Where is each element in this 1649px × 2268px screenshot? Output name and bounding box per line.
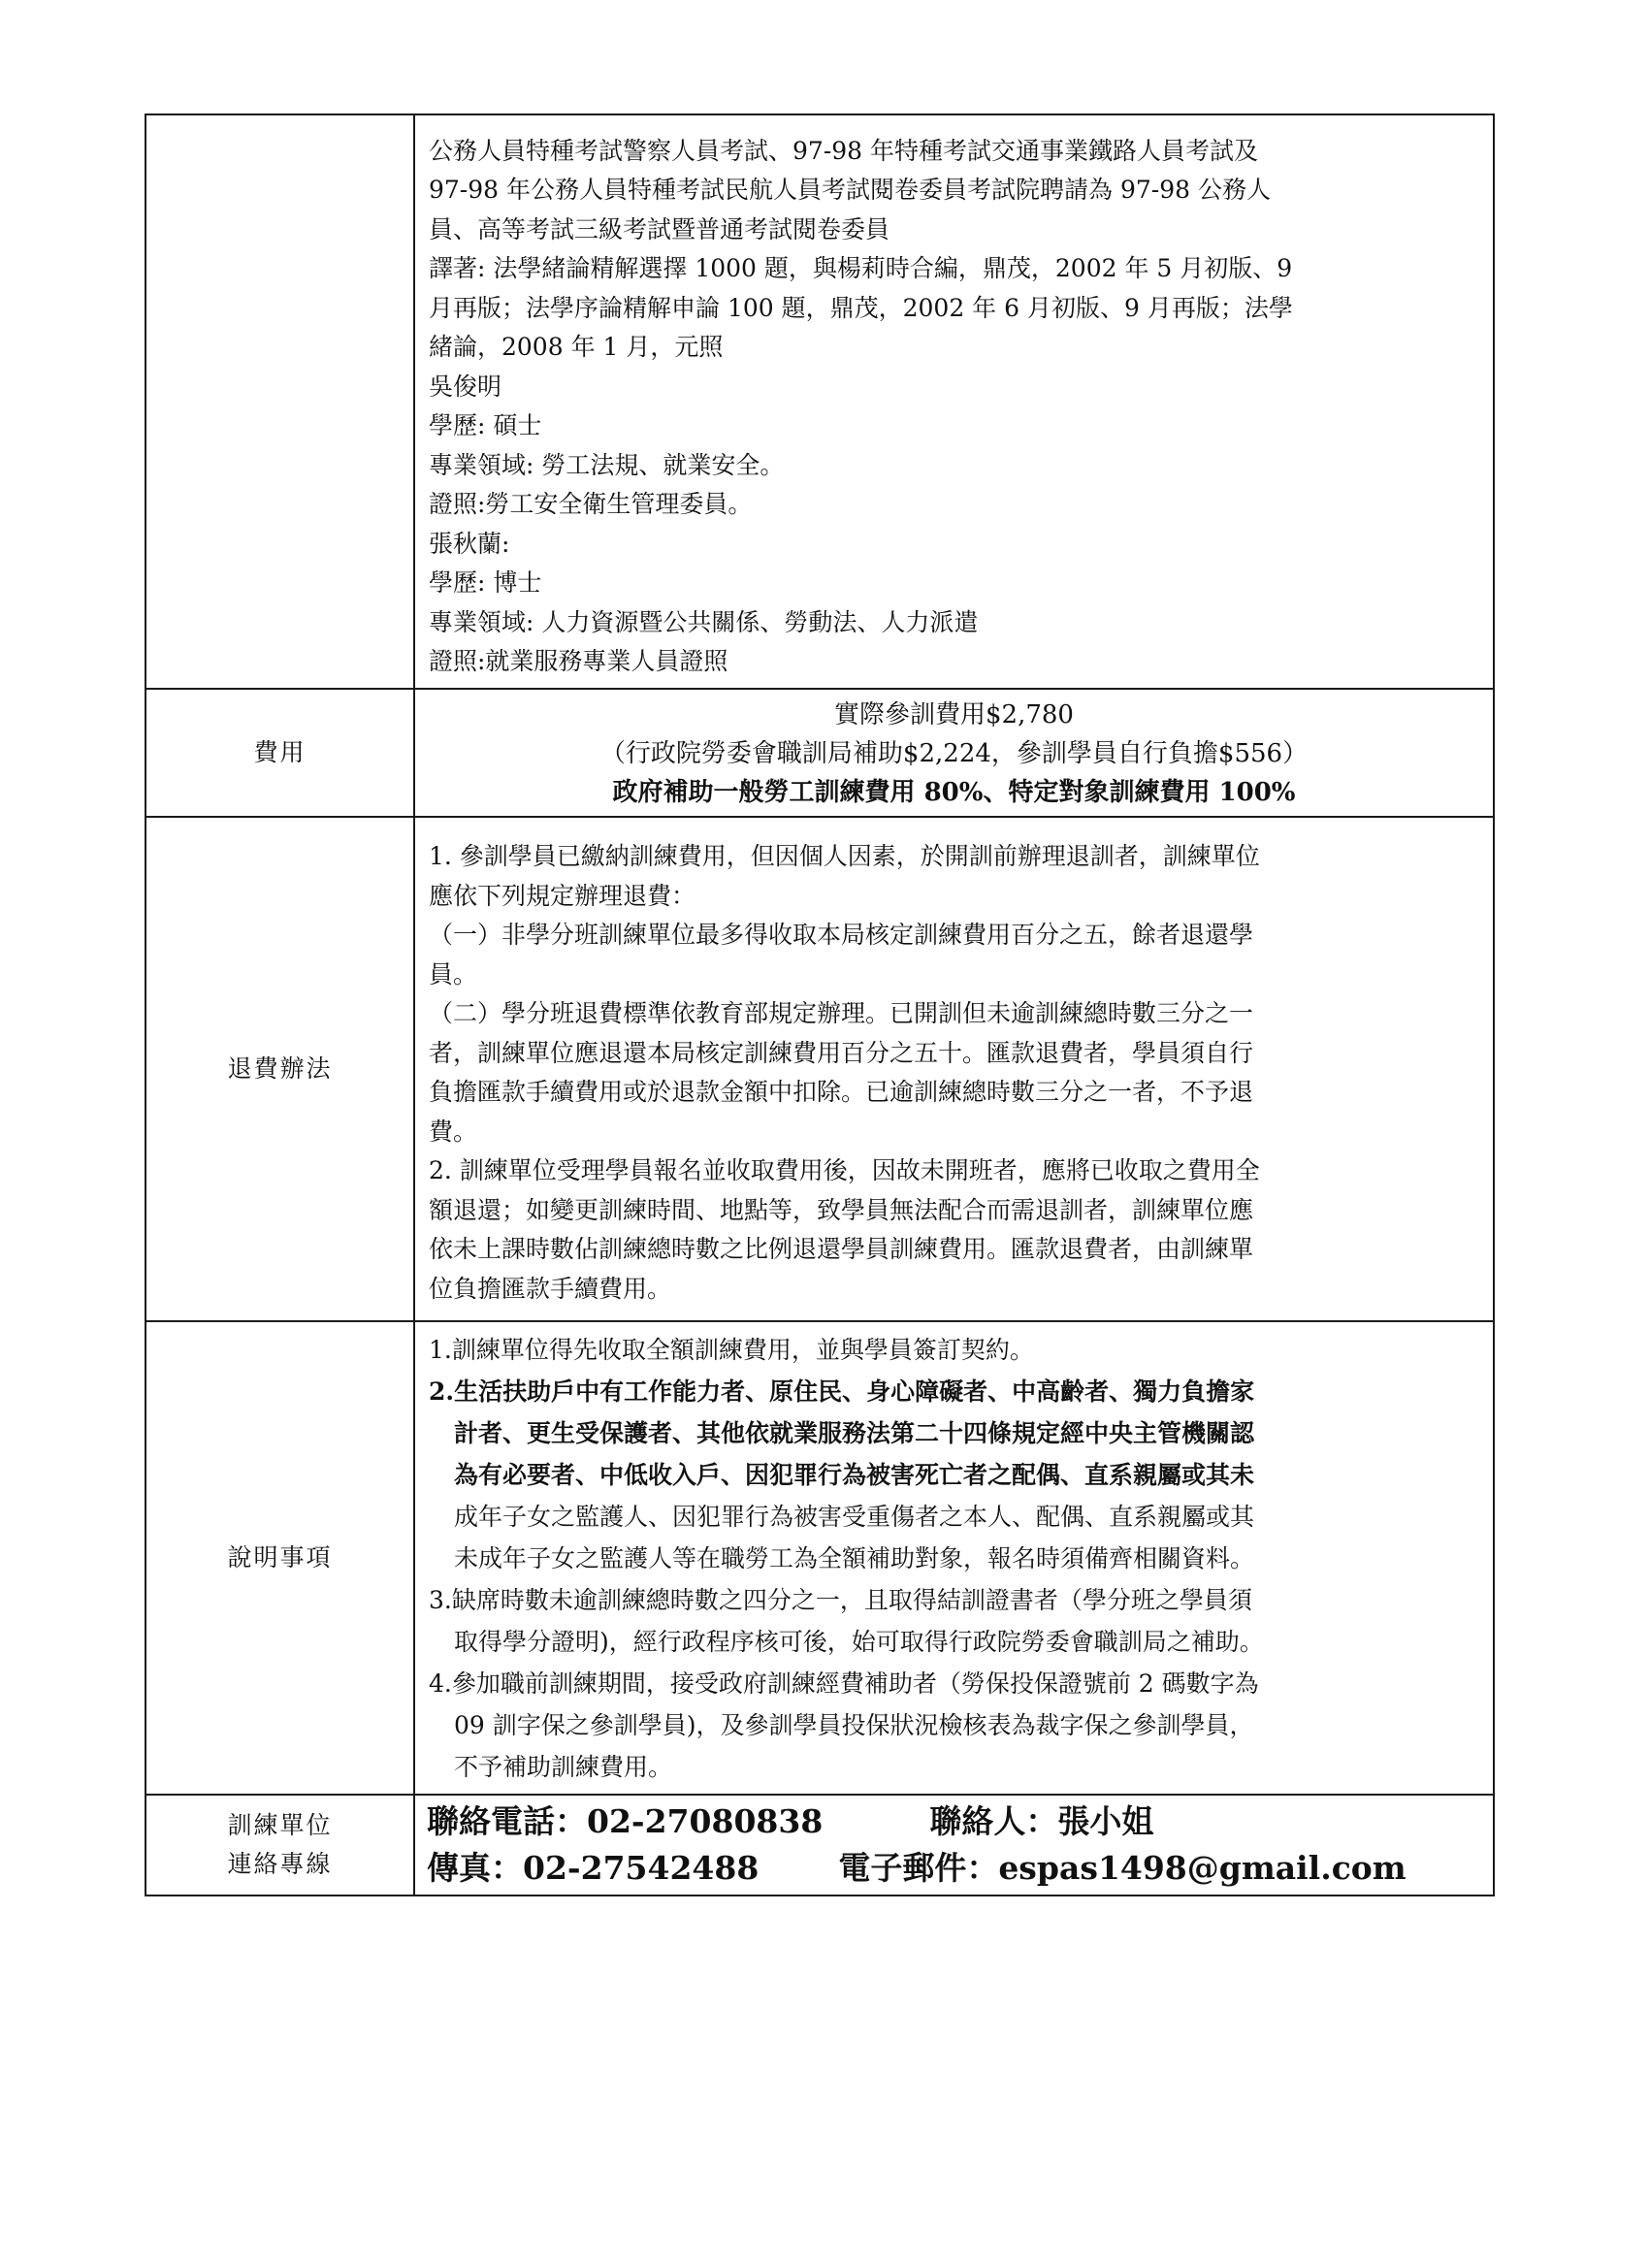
refund-line: 應依下列規定辦理退費： — [429, 881, 696, 910]
instructors-row — [146, 114, 1494, 689]
notes-content — [414, 1321, 1494, 1795]
instructor-line: 譯著: 法學緒論精解選擇 1000 題，與楊莉時合編，鼎茂，2002 年 5 月初版、9 — [429, 254, 1293, 282]
refund-label: 退費辦法 — [146, 817, 414, 1321]
refund-line: 1. 參訓學員已繳納訓練費用，但因個人因素，於開訓前辦理退訓者，訓練單位 — [429, 842, 1260, 870]
contact-label — [146, 1795, 414, 1895]
refund-line: 員。 — [429, 959, 478, 988]
instructor-line: 學歷: 碩士 — [429, 411, 542, 439]
instructor-line: 學歷: 博士 — [429, 568, 542, 597]
contact-fax: 傳真：02-27542488 — [427, 1849, 760, 1887]
fee-actual-cost: 實際參訓費用$2,780 — [834, 700, 1074, 729]
refund-line: 額退還；如變更訓練時間、地點等，致學員無法配合而需退訓者，訓練單位應 — [429, 1195, 1254, 1224]
refund-line: 位負擔匯款手續費用。 — [429, 1274, 672, 1303]
refund-line: 2. 訓練單位受理學員報名並收取費用後，因故未開班者，應將已收取之費用全 — [429, 1156, 1260, 1184]
refund-line: 負擔匯款手續費用或於退款金額中扣除。已逾訓練總時數三分之一者，不予退 — [429, 1078, 1254, 1106]
fee-content — [414, 689, 1494, 817]
fee-row — [146, 689, 1494, 817]
instructor-line: 證照:就業服務專業人員證照 — [429, 647, 728, 675]
notes-line: 4.參加職前訓練期間，接受政府訓練經費補助者（勞保投保證號前 2 碼數字為 — [429, 1669, 1259, 1698]
course-info-table — [145, 113, 1495, 1896]
instructors-content — [414, 114, 1494, 689]
contact-person: 聯絡人：張小姐 — [929, 1802, 1154, 1840]
contact-label-line1: 訓練單位 — [227, 1811, 333, 1839]
instructor-line: 張秋蘭: — [429, 529, 510, 558]
notes-line: 2.生活扶助戶中有工作能力者、原住民、身心障礙者、中高齡者、獨力負擔家 — [429, 1377, 1255, 1406]
fee-label: 費用 — [146, 689, 414, 817]
instructor-line: 證照:勞工安全衛生管理委員。 — [429, 490, 753, 518]
refund-line: 依未上課時數佔訓練總時數之比例退還學員訓練費用。匯款退費者，由訓練單 — [429, 1235, 1254, 1263]
fee-subsidy-rate: 政府補助一般勞工訓練費用 80%、特定對象訓練費用 100% — [612, 778, 1296, 807]
refund-content — [414, 817, 1494, 1321]
notes-line: 1.訓練單位得先收取全額訓練費用，並與學員簽訂契約。 — [429, 1335, 1034, 1364]
refund-line: 費。 — [429, 1117, 478, 1146]
instructor-line: 97-98 年公務人員特種考試民航人員考試閱卷委員考試院聘請為 97-98 公務人 — [429, 176, 1271, 204]
notes-line: 不予補助訓練費用。 — [454, 1752, 673, 1781]
notes-line: 成年子女之監護人、因犯罪行為被害受重傷者之本人、配偶、直系親屬或其 — [454, 1502, 1255, 1531]
notes-line: 3.缺席時數未逾訓練總時數之四分之一，且取得結訓證書者（學分班之學員須 — [429, 1585, 1252, 1614]
notes-line: 取得學分證明)，經行政程序核可後，始可取得行政院勞委會職訓局之補助。 — [454, 1627, 1264, 1656]
refund-line: 者，訓練單位應退還本局核定訓練費用百分之五十。匯款退費者，學員須自行 — [429, 1038, 1254, 1067]
contact-content — [414, 1795, 1494, 1895]
instructor-line: 公務人員特種考試警察人員考試、97-98 年特種考試交通事業鐵路人員考試及 — [429, 136, 1259, 165]
refund-line: （二）學分班退費標準依教育部規定辦理。已開訓但未逾訓練總時數三分之一 — [429, 999, 1254, 1027]
instructors-label-cell — [146, 114, 414, 689]
instructor-line: 月再版；法學序論精解申論 100 題，鼎茂，2002 年 6 月初版、9 月再版；法學 — [429, 293, 1293, 322]
refund-row — [146, 817, 1494, 1321]
refund-line: （一）非學分班訓練單位最多得收取本局核定訓練費用百分之五，餘者退還學 — [429, 921, 1254, 949]
contact-row — [146, 1795, 1494, 1895]
instructor-line: 緒論，2008 年 1 月，元照 — [429, 333, 724, 361]
notes-row — [146, 1321, 1494, 1795]
contact-email[interactable]: 電子郵件：espas1498@gmail.com — [838, 1849, 1406, 1887]
notes-label: 說明事項 — [146, 1321, 414, 1795]
instructor-line: 專業領域: 人力資源暨公共關係、勞動法、人力派遣 — [429, 607, 979, 636]
instructor-line: 員、高等考試三級考試暨普通考試閱卷委員 — [429, 214, 890, 243]
instructor-line: 專業領域: 勞工法規、就業安全。 — [429, 450, 785, 479]
fee-subsidy-detail: （行政院勞委會職訓局補助$2,224，參訓學員自行負擔$556） — [599, 739, 1309, 768]
contact-phone[interactable]: 聯絡電話：02-27080838 — [427, 1802, 824, 1840]
notes-line: 為有必要者、中低收入戶、因犯罪行為被害死亡者之配偶、直系親屬或其未 — [454, 1460, 1255, 1489]
notes-line: 未成年子女之監護人等在職勞工為全額補助對象，報名時須備齊相關資料。 — [454, 1543, 1255, 1572]
notes-line: 09 訓字保之參訓學員)，及參訓學員投保狀況檢核表為裁字保之參訓學員， — [454, 1710, 1254, 1739]
contact-label-line2: 連絡專線 — [227, 1850, 333, 1878]
notes-line: 計者、更生受保護者、其他依就業服務法第二十四條規定經中央主管機關認 — [454, 1418, 1255, 1447]
instructor-line: 吳俊明 — [429, 372, 502, 401]
